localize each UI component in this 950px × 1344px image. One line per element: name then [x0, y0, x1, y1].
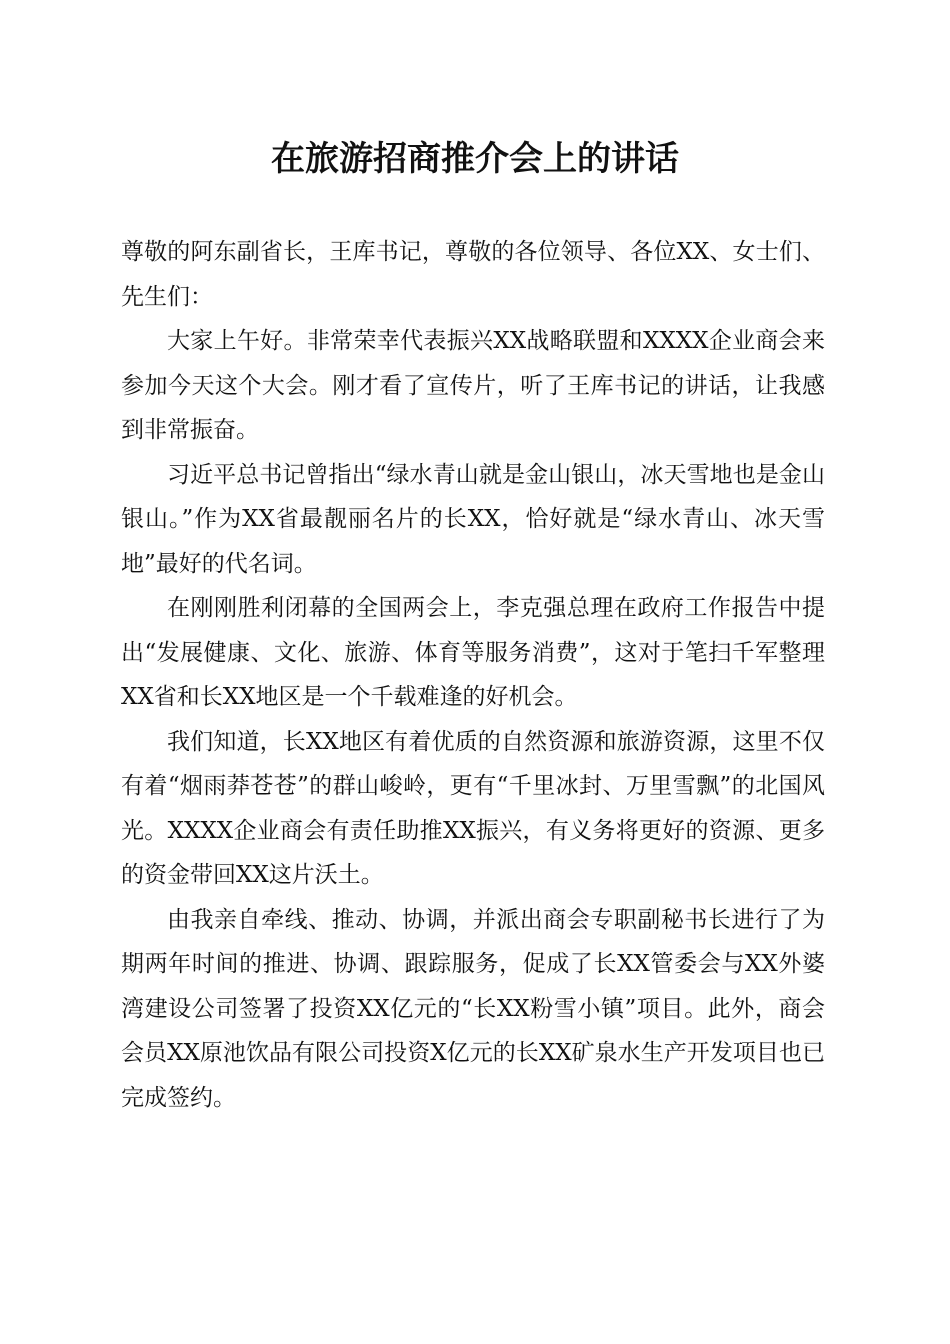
- body-paragraph: 我们知道，长XX地区有着优质的自然资源和旅游资源，这里不仅有着“烟雨莽苍苍”的群山峻岭，更有“千里冰封、万里雪飘”的北国风光。XXXX企业商会有责任助推XX振兴，有义务将更好的资源、更多的资金带回XX这片沃土。: [121, 728, 825, 888]
- body-paragraph: 习近平总书记曾指出“绿水青山就是金山银山，冰天雪地也是金山银山。”作为XX省最靓丽名片的长XX，恰好就是“绿水青山、冰天雪地”最好的代名词。: [121, 461, 825, 577]
- salutation-paragraph: 尊敬的阿东副省长，王库书记，尊敬的各位领导、各位XX、女士们、先生们：: [121, 239, 825, 310]
- body-paragraph: 大家上午好。非常荣幸代表振兴XX战略联盟和XXXX企业商会来参加今天这个大会。刚才看了宣传片，听了王库书记的讲话，让我感到非常振奋。: [121, 328, 825, 443]
- document-body: [121, 230, 825, 1120]
- body-paragraph: 由我亲自牵线、推动、协调，并派出商会专职副秘书长进行了为期两年时间的推进、协调、跟踪服务，促成了长XX管委会与XX外婆湾建设公司签署了投资XX亿元的“长XX粉雪小镇”项目。此外，商会会员XX原池饮品有限公司投资X亿元的长XX矿泉水生产开发项目也已完成签约。: [121, 906, 825, 1111]
- document-title: 在旅游招商推介会上的讲话: [271, 139, 679, 179]
- body-paragraph: 在刚刚胜利闭幕的全国两会上，李克强总理在政府工作报告中提出“发展健康、文化、旅游、体育等服务消费”，这对于笔扫千军整理XX省和长XX地区是一个千载难逢的好机会。: [121, 595, 825, 710]
